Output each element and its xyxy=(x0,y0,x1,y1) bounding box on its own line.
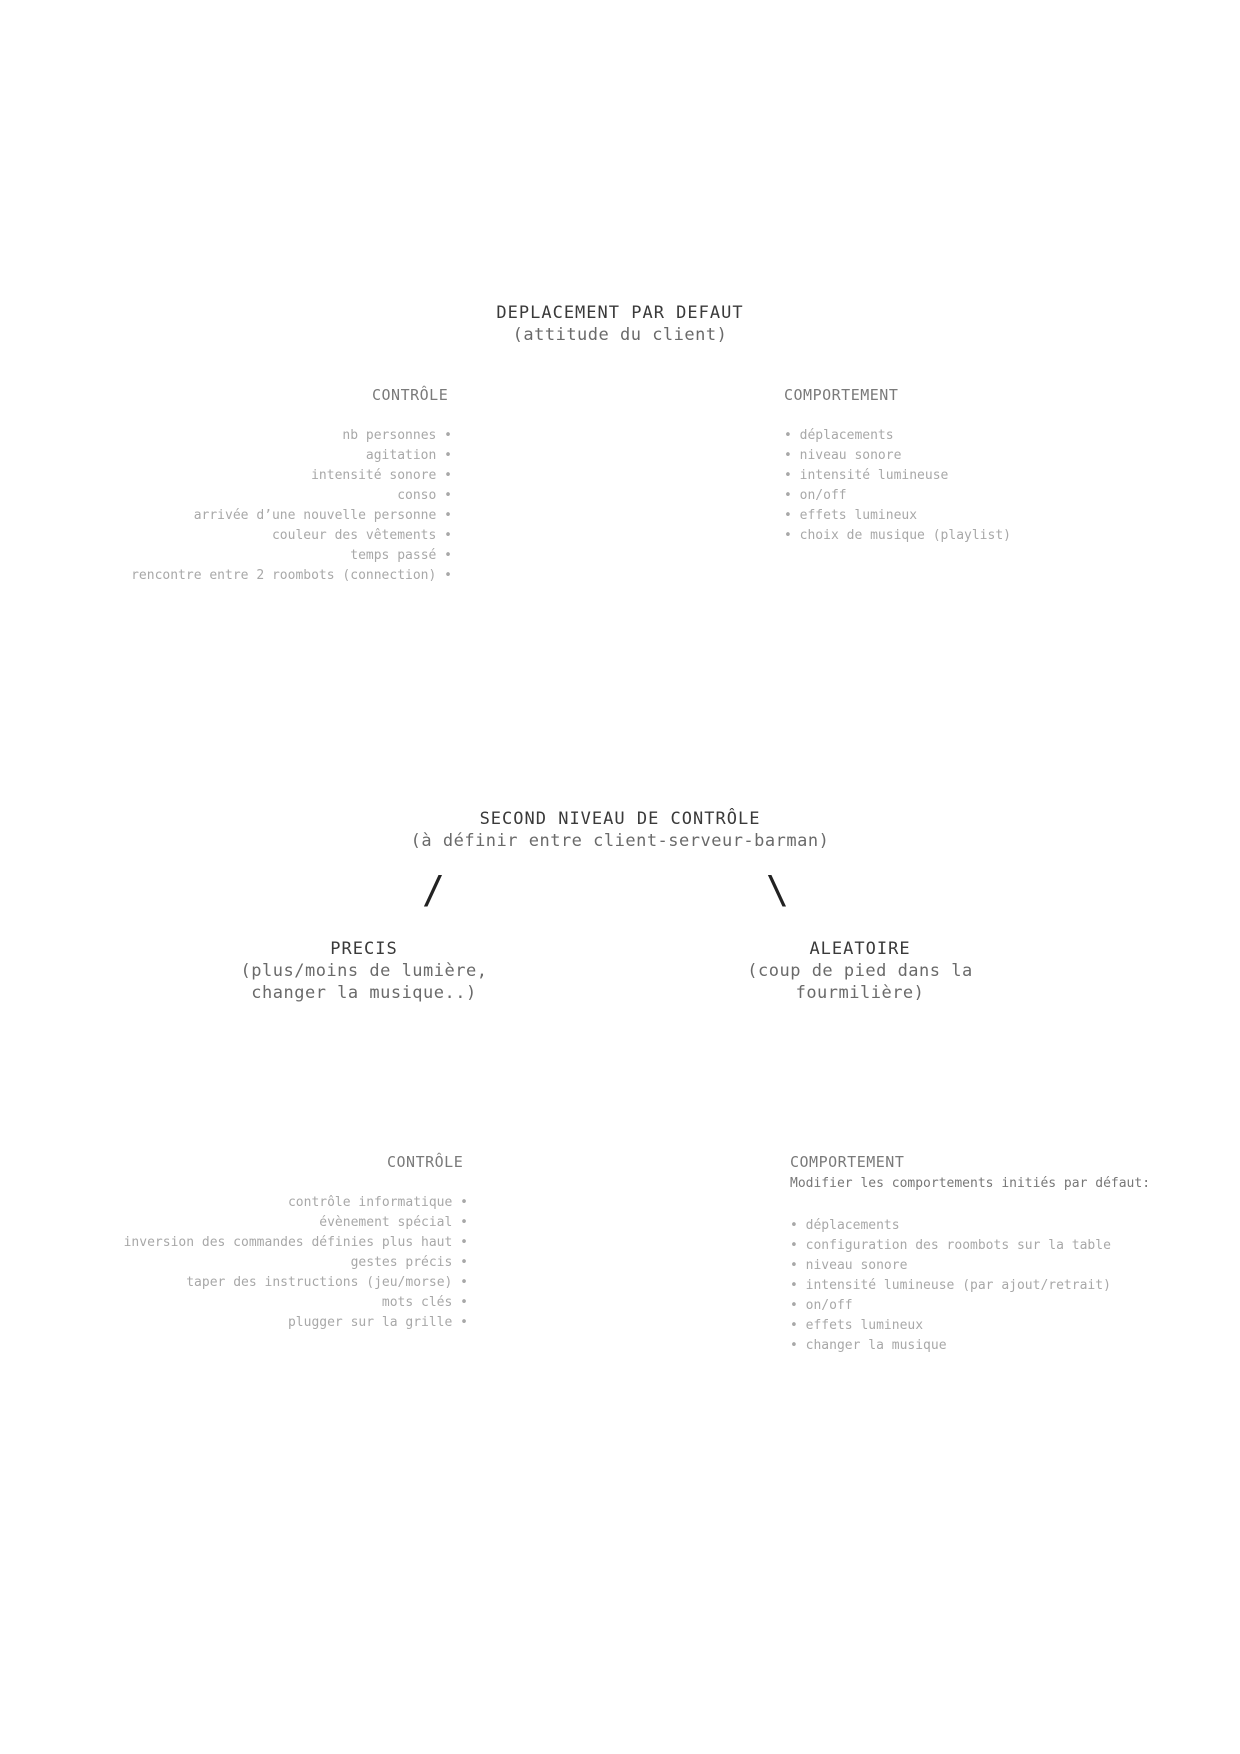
controle-item: conso • xyxy=(131,486,452,506)
comportement-item: • niveau sonore xyxy=(784,446,1011,466)
aleatoire-desc: (coup de pied dans la fourmilière) xyxy=(747,961,973,1003)
section1-subtitle: (attitude du client) xyxy=(512,325,728,345)
controle-item: temps passé • xyxy=(131,546,452,566)
section2-title: SECOND NIVEAU DE CONTRÔLE xyxy=(479,809,761,829)
comportement-item: • niveau sonore xyxy=(790,1256,1111,1276)
section3-comportement-intro: Modifier les comportements initiés par défaut: xyxy=(790,1176,1151,1191)
controle-item: nb personnes • xyxy=(131,426,452,446)
comportement-item: • on/off xyxy=(790,1296,1111,1316)
comportement-item: • changer la musique xyxy=(790,1336,1111,1356)
section3-comportement-list xyxy=(790,1216,1111,1356)
left-branch-line: / xyxy=(422,868,445,912)
section1-title: DEPLACEMENT PAR DEFAUT xyxy=(496,303,744,323)
section1-heading xyxy=(420,302,820,346)
precis-desc-line1: (plus/moins de lumière, xyxy=(240,961,488,981)
comportement-item: • déplacements xyxy=(784,426,1011,446)
section3-controle-label: CONTRÔLE xyxy=(387,1153,464,1171)
controle-item: arrivée d’une nouvelle personne • xyxy=(131,506,452,526)
aleatoire-block xyxy=(680,938,1040,1004)
controle-item: contrôle informatique • xyxy=(124,1193,468,1213)
controle-item: inversion des commandes définies plus haut • xyxy=(124,1233,468,1253)
precis-block xyxy=(224,938,504,1004)
section3-controle-list xyxy=(124,1193,468,1333)
precis-desc-line2: changer la musique..) xyxy=(251,983,477,1003)
right-branch-line: \ xyxy=(766,868,789,912)
comportement-item: • déplacements xyxy=(790,1216,1111,1236)
section1-comportement-list xyxy=(784,426,1011,546)
comportement-item: • on/off xyxy=(784,486,1011,506)
controle-item: agitation • xyxy=(131,446,452,466)
comportement-item: • choix de musique (playlist) xyxy=(784,526,1011,546)
controle-item: couleur des vêtements • xyxy=(131,526,452,546)
controle-item: évènement spécial • xyxy=(124,1213,468,1233)
controle-item: taper des instructions (jeu/morse) • xyxy=(124,1273,468,1293)
comportement-item: • configuration des roombots sur la table xyxy=(790,1236,1111,1256)
comportement-item: • effets lumineux xyxy=(784,506,1011,526)
controle-item: gestes précis • xyxy=(124,1253,468,1273)
comportement-item: • effets lumineux xyxy=(790,1316,1111,1336)
section1-comportement-label: COMPORTEMENT xyxy=(784,386,899,404)
section2-subtitle: (à définir entre client-serveur-barman) xyxy=(410,831,830,851)
precis-title: PRECIS xyxy=(330,939,398,959)
controle-item: rencontre entre 2 roombots (connection) • xyxy=(131,566,452,586)
comportement-item: • intensité lumineuse (par ajout/retrait) xyxy=(790,1276,1111,1296)
section1-controle-list xyxy=(131,426,452,586)
controle-item: plugger sur la grille • xyxy=(124,1313,468,1333)
comportement-item: • intensité lumineuse xyxy=(784,466,1011,486)
section2-heading xyxy=(370,808,870,852)
aleatoire-title: ALEATOIRE xyxy=(809,939,911,959)
controle-item: intensité sonore • xyxy=(131,466,452,486)
controle-item: mots clés • xyxy=(124,1293,468,1313)
section1-controle-label: CONTRÔLE xyxy=(372,386,449,404)
section3-comportement-label: COMPORTEMENT xyxy=(790,1153,905,1171)
